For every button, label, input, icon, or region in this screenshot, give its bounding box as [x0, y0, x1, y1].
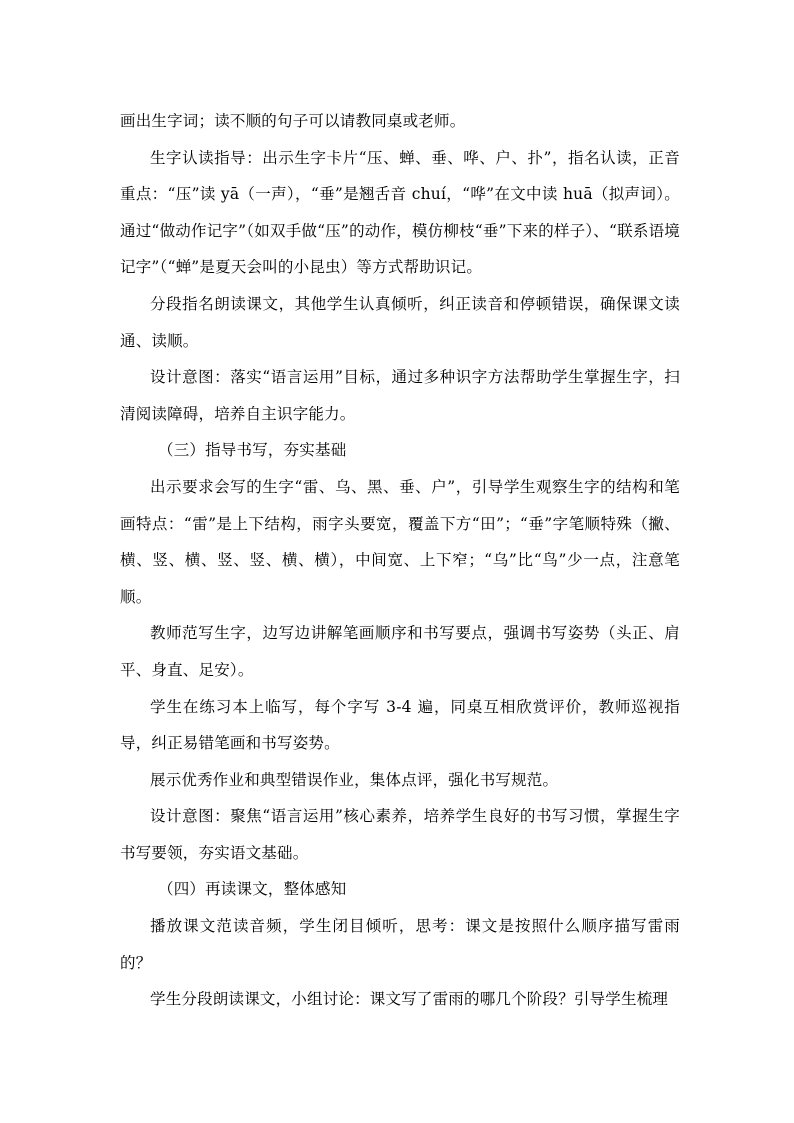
- paragraph-segment-reading: 分段指名朗读课文，其他学生认真倾听，纠正读音和停顿错误，确保课文读通、读顺。: [120, 294, 680, 350]
- section-heading-3: （三）指导书写，夯实基础: [158, 441, 347, 460]
- paragraph-read-help: 画出生字词；读不顺的句子可以请教同桌或老师。: [120, 112, 466, 130]
- paragraph-character-guidance: 生字认读指导：出示生字卡片“压、蝉、垂、哗、户、扑”，指名认读，正音重点：“压”读 yā（一声），“垂”是翘舌音 chuí，“哗”在文中读 huā（拟声词）。通过“做动作记字”（如双手做“压”的动作，模仿柳枝“垂”下来的样子）、“联系语境记字”（“蝉”是夏天会叫的小昆虫）等方式帮助识记。: [120, 148, 680, 277]
- paragraph-student-practice: 学生在练习本上临写，每个字写 3-4 遍，同桌互相欣赏评价，教师巡视指导，纠正易错笔画和书写姿势。: [120, 697, 680, 753]
- section-heading-4: （四）再读课文，整体感知: [158, 880, 347, 899]
- paragraph-design-intent-1: 设计意图：落实“语言运用”目标，通过多种识字方法帮助学生掌握生字，扫清阅读障碍，培养自主识字能力。: [120, 368, 680, 423]
- paragraph-design-intent-2: 设计意图：聚焦“语言运用”核心素养，培养学生良好的书写习惯，掌握生字书写要领，夯实语文基础。: [120, 807, 680, 862]
- paragraph-writing-characters: 出示要求会写的生字“雷、乌、黑、垂、户”，引导学生观察生字的结构和笔画特点：“雷”是上下结构，雨字头要宽，覆盖下方“田”；“垂”字笔顺特殊（撇、横、竖、横、竖、竖、横、横），中间宽、上下窄；“乌”比“鸟”少一点，注意笔顺。: [120, 477, 680, 606]
- paragraph-group-discussion: 学生分段朗读课文，小组讨论：课文写了雷雨的哪几个阶段？引导学生梳理: [150, 990, 669, 1009]
- paragraph-audio-listening: 播放课文范读音频，学生闭目倾听，思考：课文是按照什么顺序描写雷雨的？: [120, 917, 680, 972]
- document-body: [120, 103, 680, 1018]
- paragraph-teacher-demo: 教师范写生字，边写边讲解笔画顺序和书写要点，强调书写姿势（头正、肩平、身直、足安）。: [120, 624, 680, 679]
- paragraph-showcase: 展示优秀作业和典型错误作业，集体点评，强化书写规范。: [150, 770, 559, 789]
